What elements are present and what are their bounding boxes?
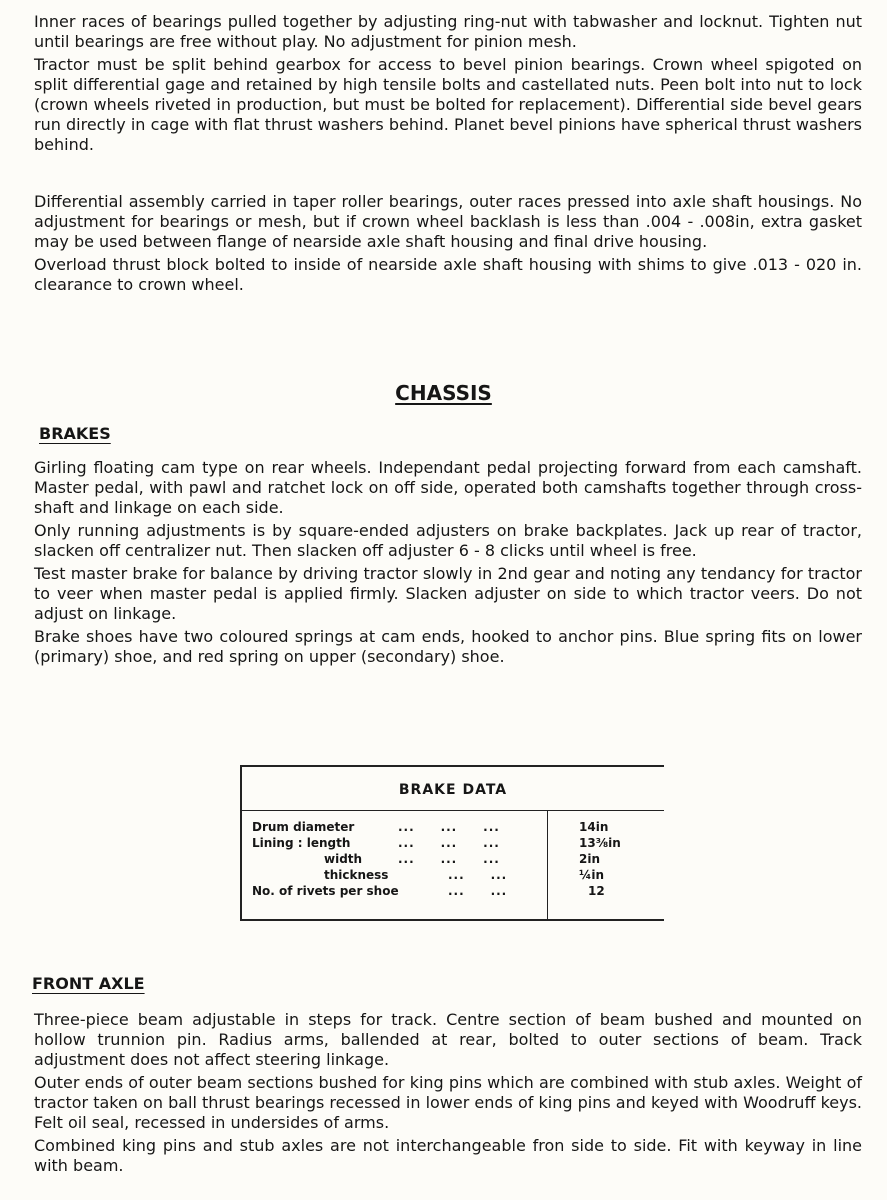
paragraph: Outer ends of outer beam sections bushed for king pins which are combined with stub axles. Weight of tractor taken on ball thrust bearings recessed in lower ends of king pins and keyed with Woodruff keys. Felt oil seal, recessed in undersides of arms. <box>34 1073 862 1132</box>
paragraph: Overload thrust block bolted to inside of nearside axle shaft housing with shims to give .013 - 020 in. clearance to crown wheel. <box>34 255 862 294</box>
front-axle-heading: FRONT AXLE <box>32 974 145 993</box>
top-text-block <box>34 12 862 155</box>
paragraph: Inner races of bearings pulled together by adjusting ring-nut with tabwasher and locknut. Tighten nut until bearings are free without play. No adjustment for pinion mesh. <box>34 12 862 51</box>
row-label-lining-length: Lining : length <box>252 836 351 850</box>
brakes-text-block <box>34 458 862 667</box>
row-dots: ... ... ... <box>398 820 500 834</box>
paragraph: Girling floating cam type on rear wheels. Independant pedal projecting forward from each camshaft. Master pedal, with pawl and ratchet lock on off side, operated both camshafts together through cross-shaft and linkage on each side. <box>34 458 862 517</box>
paragraph: Combined king pins and stub axles are not interchangeable fron side to side. Fit with keyway in line with beam. <box>34 1136 862 1175</box>
paragraph: Tractor must be split behind gearbox for access to bevel pinion bearings. Crown wheel spigoted on split differential gage and retained by high tensile bolts and castellated nuts. Peen bolt into nut to lock (crown wheels riveted in production, but must be bolted for replacement). Differential side bevel gears run directly in cage with flat thrust washers behind. Planet bevel pinions have spherical thrust washers behind. <box>34 55 862 154</box>
brake-data-table <box>240 765 664 921</box>
row-value-width: 2in <box>579 852 601 866</box>
row-value-thickness: ¼in <box>579 868 605 882</box>
paragraph: Only running adjustments is by square-ended adjusters on brake backplates. Jack up rear of tractor, slacken off centralizer nut. Then slacken off adjuster 6 - 8 clicks until wheel is free. <box>34 521 862 560</box>
row-label-width: width <box>324 852 363 866</box>
row-value-lining-length: 13⅜in <box>579 836 621 850</box>
differential-text-block <box>34 192 862 295</box>
row-dots: ... ... <box>448 868 508 882</box>
row-label-rivets-per-shoe: No. of rivets per shoe <box>252 884 399 898</box>
paragraph: Test master brake for balance by driving tractor slowly in 2nd gear and noting any tendancy for tractor to veer when master pedal is applied firmly. Slacken adjuster on side to which tractor veers. Do not adjust on linkage. <box>34 564 862 623</box>
row-label-drum-diameter: Drum diameter <box>252 820 355 834</box>
row-dots: ... ... ... <box>398 852 500 866</box>
table-column-divider <box>547 810 548 919</box>
table-divider <box>242 810 664 811</box>
paragraph: Three-piece beam adjustable in steps for track. Centre section of beam bushed and mounted on hollow trunnion pin. Radius arms, ballended at rear, bolted to outer sections of beam. Track adjustment does not affect steering linkage. <box>34 1010 862 1069</box>
row-dots: ... ... ... <box>398 836 500 850</box>
row-dots: ... ... <box>448 884 508 898</box>
paragraph: Brake shoes have two coloured springs at cam ends, hooked to anchor pins. Blue spring fits on lower (primary) shoe, and red spring on upper (secondary) shoe. <box>34 627 862 666</box>
brake-data-title: BRAKE DATA <box>398 782 508 798</box>
row-value-drum-diameter: 14in <box>579 820 609 834</box>
paragraph: Differential assembly carried in taper roller bearings, outer races pressed into axle shaft housings. No adjustment for bearings or mesh, but if crown wheel backlash is less than .004 - .008in, extra gasket may be used between flange of nearside axle shaft housing and final drive housing. <box>34 192 862 251</box>
brakes-heading: BRAKES <box>39 424 111 443</box>
row-value-rivets-per-shoe: 12 <box>588 884 605 898</box>
row-label-thickness: thickness <box>324 868 389 882</box>
chassis-heading: CHASSIS <box>395 381 492 405</box>
front-axle-text-block <box>34 1010 862 1176</box>
